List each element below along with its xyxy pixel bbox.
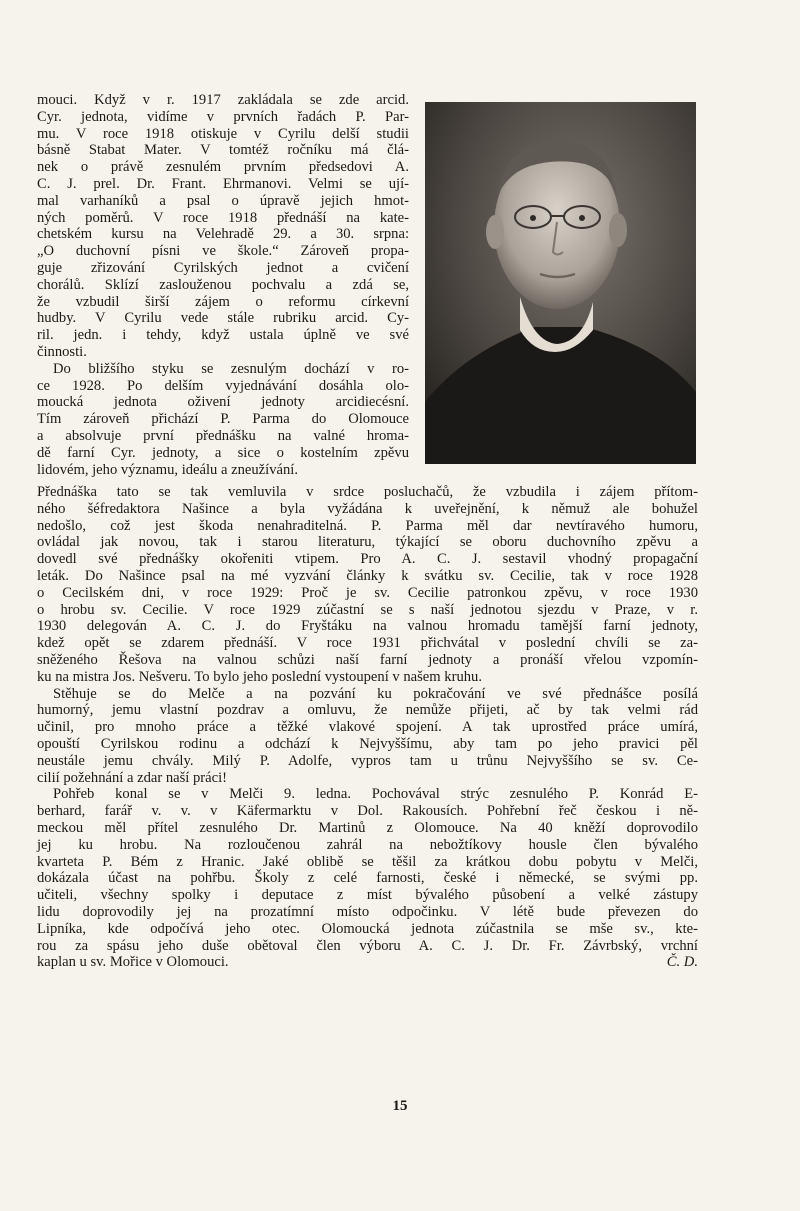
text-line: dovedl své přednášky okořeniti vtipem. Pro A. C. J. sestavil vhodný propagační (37, 551, 698, 568)
text-line: dokázala účast na pohřbu. Školy z celé farnosti, české i německé, se svými pp. (37, 870, 698, 887)
text-line: dě farní Cyr. jednoty, a sice o kostelním zpěvu (37, 444, 409, 461)
text-line: Přednáška tato se tak vemluvila v srdce posluchačů, že vzbudila i zájem přítom- (37, 484, 698, 500)
text-line: guje zřizování Cyrilských jednot a cvičení (37, 259, 409, 276)
text-line: ovládal jak novou, tak i starou literaturu, týkající se oboru duchovního zpěvu a (37, 534, 698, 551)
text-line: mu. V roce 1918 otiskuje v Cyrilu delší studii (37, 125, 409, 142)
text-line: lidovém, jeho významu, ideálu a zneužívání. (37, 461, 298, 478)
text-line: cilií požehnání a zdar naší práci! (37, 769, 228, 786)
author-signature: Č. D. (666, 954, 698, 971)
text-line: opouští Cyrilskou rodinu a odchází k Nejvyššímu, aby tam po jeho pravici pěl (37, 735, 698, 752)
text-line: Pohřeb konal se v Melči 9. ledna. Pochovával strýc zesnulého P. Konrád E- (53, 786, 698, 803)
text-line: chorálů. Sklízí zaslouženou pochvalu a zdá se, (37, 276, 409, 293)
left-text-column (37, 92, 409, 478)
text-line: ného šéfredaktora Našince a byla vyžádána k uveřejnění, k němuž ale bohužel (37, 500, 698, 517)
text-line: činnosti. (37, 343, 87, 360)
text-line: nek o právě zesnulém prvním předsedovi A. (37, 159, 409, 176)
text-line: lidu doprovodily jej na prozatímní místo odpočinku. V létě bude převezen do (37, 903, 698, 920)
text-line: básně Stabat Mater. V tomtéž ročníku má člá- (37, 142, 409, 159)
text-line: o hrobu sv. Cecilie. V roce 1929 zúčastní se s naší jednotou sjezdu v Praze, v r. (37, 601, 698, 618)
text-line: C. J. prel. Dr. Frant. Ehrmanovi. Velmi se ují- (37, 175, 409, 192)
text-line: rou za spásu jeho duše obětoval člen výboru A. C. J. Dr. Fr. Závrbský, vrchní (37, 937, 698, 954)
text-line: mal varhaníků a psal o úpravě jejich hmot- (37, 192, 409, 209)
text-line: učinil, pro mnoho práce a těžké vlakové spojení. A tak uprostřed práce umírá, (37, 719, 698, 736)
text-line: že vzbudil širší zájem o reformu církevní (37, 293, 409, 310)
text-line: kaplan u sv. Mořice v Olomouci. Č. D. (37, 954, 698, 971)
text-line: Do bližšího styku se zesnulým dochází v ro- (53, 360, 409, 377)
text-line: ril. jedn. i tehdy, když ustala úplně ve své (37, 327, 409, 344)
text-line: meckou měl přítel zesnulého Dr. Martinů z Olomouce. Na 40 kněží doprovodilo (37, 819, 698, 836)
text-line: mouci. Když v r. 1917 zakládala se zde arcid. (37, 92, 409, 108)
portrait-image (425, 102, 696, 464)
text-line: a absolvuje první přednášku na valné hroma- (37, 427, 409, 444)
text-line: neustále jemu chvály. Milý P. Adolfe, vypros tam u trůnu Nejvyššího se sv. Ce- (37, 752, 698, 769)
text-line: Lipníka, kde odpočívá jeho otec. Olomoucká jednota zúčastnila se mše sv., kte- (37, 920, 698, 937)
text-line: učiteli, všechny spolky i deputace z míst bývalého působení a velké zástupy (37, 887, 698, 904)
text-line: „O duchovní písni ve škole.“ Zároveň propa- (37, 243, 409, 260)
text-line: o Cecilském dni, v roce 1929: Proč je sv. Cecilie patronkou zpěvu, v roce 1930 (37, 584, 698, 601)
text-line: 1930 delegován A. C. J. do Fryštáku na valnou hromadu tamější farní jednoty, (37, 618, 698, 635)
text-line: hudby. V Cyrilu vede stále rubriku arcid. Cy- (37, 310, 409, 327)
text-line: kvarteta P. Bém z Hranic. Jaké oblibě se těšil za krátkou dobu pobytu v Melči, (37, 853, 698, 870)
text-line: sněženého Řešova na valnou schůzi naší farní jednoty a pronáší vřelou vzpomín- (37, 651, 698, 668)
text-line: chetském kursu na Velehradě 29. a 30. srpna: (37, 226, 409, 243)
portrait-photo (425, 102, 696, 464)
text-line: moucká jednota oživení jednoty arcidiecésní. (37, 394, 409, 411)
text-line: ných poměrů. V roce 1918 přednáší na kate- (37, 209, 409, 226)
text-line: ce 1928. Po delším vyjednávání dosáhla olo- (37, 377, 409, 394)
text-line: berhard, farář v. v. v Käfermarktu v Dol. Rakousích. Pohřební řeč českou i ně- (37, 803, 698, 820)
text-line: humorný, jemu vlastní pozdrav a omluvu, že nemůže přijeti, ač by tak velmi rád (37, 702, 698, 719)
text-line: jej ku hrobu. Na rozloučenou zahrál na nebožtíkovy housle člen bývalého (37, 836, 698, 853)
text-line: leták. Do Našince psal na mé vyzvání články k svátku sv. Cecilie, tak v roce 1928 (37, 567, 698, 584)
text-line: nedošlo, což jest škoda nenahraditelná. P. Parma měl dar nevtíravého humoru, (37, 517, 698, 534)
text-line: ku na mistra Jos. Nešveru. To bylo jeho poslední vystoupení v našem kruhu. (37, 668, 482, 685)
page-number: 15 (392, 1098, 408, 1114)
text-line: Stěhuje se do Melče a na pozvání ku pokračování ve své přednášce posílá (53, 685, 698, 702)
text-line: Tím zároveň přichází P. Parma do Olomouce (37, 411, 409, 428)
text-line: Cyr. jednota, vidíme v prvních řadách P. Par- (37, 108, 409, 125)
text-line: kdež opět se zdarem přednáší. V roce 1931 přichvátal v poslední chvíli se za- (37, 635, 698, 652)
full-width-text (37, 484, 698, 971)
